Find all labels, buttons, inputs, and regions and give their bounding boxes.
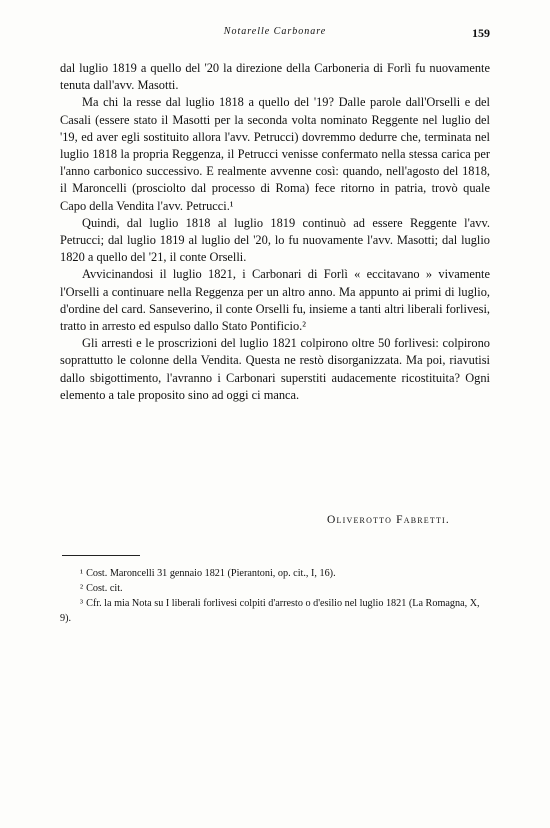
footnote [60, 566, 490, 581]
paragraph: Ma chi la resse dal luglio 1818 a quello del '19? Dalle parole dall'Orselli e del Casali (essere stato il Masotti per la seconda volta nominato Reggente nel luglio del '19, ed aver egli sostituito allora l'avv. Petrucci) dovremmo dedurre che, terminata nel luglio 1818 la propria Reggenza, il Petrucci venisse confermato nella stessa carica per l'anno carbonico successivo. E realmente avvenne così: quando, nell'agosto del 1818, il Maroncelli (prosciolto dal processo di Roma) fece ritorno in patria, trovò quale Capo della Vendita l'avv. Petrucci.¹ [60, 95, 490, 213]
footnote-rule [62, 555, 140, 556]
footnote-marker: ³ [80, 598, 84, 609]
footnotes [60, 566, 490, 626]
footnote-marker: ¹ [80, 568, 84, 579]
running-head [60, 26, 490, 42]
footnote-text: Cost. Maroncelli 31 gennaio 1821 (Pierantoni, op. cit., I, 16). [86, 568, 336, 579]
running-title: Notarelle Carbonare [223, 26, 327, 37]
page-number: 159 [472, 26, 490, 40]
paragraph: Quindi, dal luglio 1818 al luglio 1819 continuò ad essere Reggente l'avv. Petrucci; dal luglio 1819 al luglio del '20, lo fu nuovamente l'avv. Masotti; dal luglio 1820 a quello del '21, il conte Orselli. [60, 215, 490, 265]
footnote-text: Cost. cit. [86, 583, 123, 594]
paragraph: dal luglio 1819 a quello del '20 la direzione della Carboneria di Forlì fu nuovamente tenuta dall'avv. Masotti. [60, 61, 490, 93]
footnote [60, 581, 490, 596]
paragraph: Avvicinandosi il luglio 1821, i Carbonari di Forlì « eccitavano » vivamente l'Orselli a continuare nella Reggenza per un altro anno. Ma appunto ai primi di luglio, d'ordine del card. Sanseverino, il conte Orselli fu, insieme a tanti altri liberali forlivesi, tratto in arresto ed espulso dallo Stato Pontificio.² [60, 267, 490, 334]
body-text [60, 60, 490, 404]
footnote [60, 596, 490, 626]
footnote-text: Cfr. la mia Nota su I liberali forlivesi colpiti d'arresto o d'esilio nel luglio 1821 (La Romagna, X, 9). [60, 598, 480, 624]
paragraph: Gli arresti e le proscrizioni del luglio 1821 colpirono oltre 50 forlivesi: colpirono soprattutto le colonne della Vendita. Questa ne restò disorganizzata. Ma poi, riavutisi dallo sbigottimento, l'avranno i Carbonari superstiti audacemente ricostituita? Ogni elemento a tale proposito sino ad oggi ci manca. [60, 336, 490, 402]
footnote-marker: ² [80, 583, 84, 594]
author-signature: Oliverotto Fabretti. [327, 514, 450, 526]
